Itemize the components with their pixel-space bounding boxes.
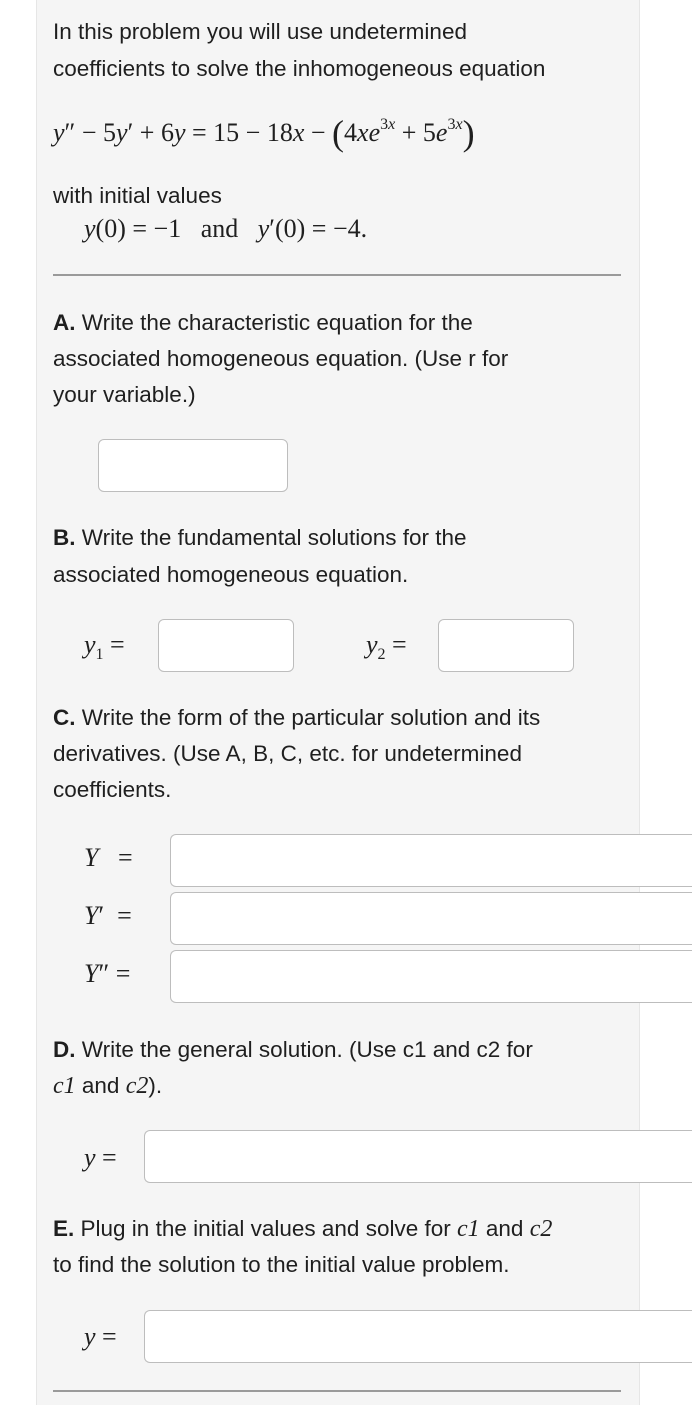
Y-prime-input[interactable] — [170, 892, 692, 945]
part-b-line-1: B. Write the fundamental solutions for the — [53, 525, 467, 550]
with-initial-values: with initial values — [53, 183, 222, 208]
Y-label: Y = — [84, 843, 133, 872]
part-b-line-2: associated homogeneous equation. — [53, 562, 409, 587]
part-a-line-3: your variable.) — [53, 382, 196, 407]
part-e-line-1: E. Plug in the initial values and solve for c1 and c2 — [53, 1216, 553, 1242]
part-d-line-1: D. Write the general solution. (Use c1 and c2 for — [53, 1037, 533, 1062]
ivp-y-label: y = — [84, 1322, 117, 1351]
part-a-line-1: A. Write the characteristic equation for the — [53, 310, 473, 335]
y2-input[interactable] — [438, 619, 574, 672]
differential-equation: $y'' - 5y' + 6y = 15 - 18x - (4xe^{3x} + 5e^{3x})$ — [53, 113, 475, 153]
Y-input[interactable] — [170, 834, 692, 887]
general-y-label: y = — [84, 1143, 117, 1172]
divider-top — [53, 274, 621, 276]
Y-prime-label: Y′ = — [84, 901, 132, 930]
part-a-line-2: associated homogeneous equation. (Use r for — [53, 346, 509, 371]
y2-label: $y_2$ = — [366, 630, 407, 663]
intro-line-1: In this problem you will use undetermined — [53, 19, 467, 44]
ivp-solution-input[interactable] — [144, 1310, 692, 1363]
part-c-line-1: C. Write the form of the particular solution and its — [53, 705, 541, 730]
Y-double-prime-input[interactable] — [170, 950, 692, 1003]
Y-double-prime-label: Y″ = — [84, 959, 131, 988]
initial-conditions: y(0) = −1 and y′(0) = −4. — [84, 214, 368, 243]
part-c-line-2: derivatives. (Use A, B, C, etc. for undetermined — [53, 741, 522, 766]
part-d-line-2: c1 and c2). — [53, 1073, 163, 1099]
intro-line-2: coefficients to solve the inhomogeneous equation — [53, 56, 546, 81]
characteristic-equation-input[interactable] — [98, 439, 288, 492]
part-c-line-3: coefficients. — [53, 777, 172, 802]
part-e-line-2: to find the solution to the initial value problem. — [53, 1252, 510, 1277]
divider-bottom — [53, 1390, 621, 1392]
y1-input[interactable] — [158, 619, 294, 672]
general-solution-input[interactable] — [144, 1130, 692, 1183]
y1-label: $y_1$ = — [84, 630, 125, 663]
